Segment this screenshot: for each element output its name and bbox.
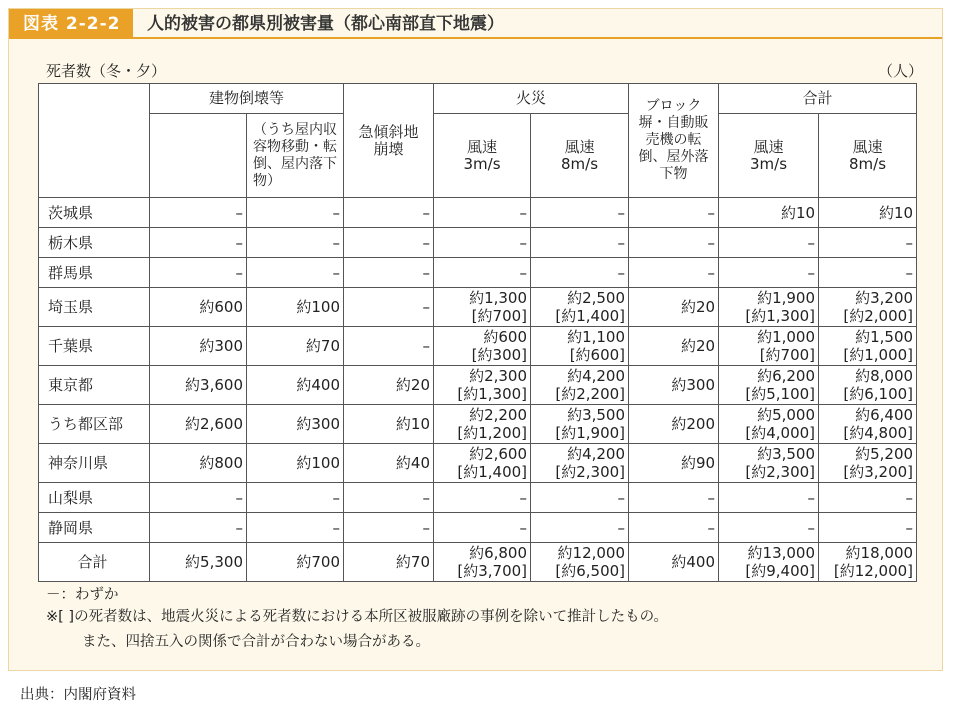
table-cell <box>247 405 344 444</box>
header-total-8ms-text: 風速8m/s <box>849 137 887 173</box>
table-cell <box>247 543 344 582</box>
table-cell <box>344 513 434 543</box>
table-cell <box>719 366 819 405</box>
cell-value: 約1,100 <box>567 328 626 346</box>
cell-value: 約2,300 <box>469 367 528 385</box>
row-label: 千葉県 <box>39 327 150 366</box>
table-cell <box>247 258 344 288</box>
cell-value-bracketed: [約9,400] <box>745 562 816 580</box>
cell-value: 約800 <box>199 454 243 472</box>
cell-value-bracketed: [約6,100] <box>843 385 914 403</box>
table-cell <box>247 513 344 543</box>
row-label: 神奈川県 <box>39 444 150 483</box>
table-cell <box>434 327 531 366</box>
cell-value-bracketed: [約4,000] <box>745 424 816 442</box>
cell-value: 約400 <box>296 376 341 394</box>
table-row <box>39 228 917 258</box>
table-cell <box>819 405 917 444</box>
cell-value: – <box>519 518 528 537</box>
table-cell <box>629 543 719 582</box>
table-cell <box>434 543 531 582</box>
cell-value: – <box>422 203 431 222</box>
cell-value: 約6,400 <box>855 406 914 424</box>
table-cell <box>629 258 719 288</box>
cell-value: – <box>422 298 431 316</box>
cell-value-bracketed: [約1,300] <box>745 307 816 325</box>
table-cell <box>344 483 434 513</box>
cell-value: 約10 <box>395 415 431 433</box>
table-cell <box>629 483 719 513</box>
cell-value: – <box>905 263 914 282</box>
table-cell <box>434 198 531 228</box>
header-building-blank <box>150 114 247 198</box>
cell-value: – <box>707 263 716 282</box>
figure-title: 人的被害の都県別被害量（都心南部直下地震） <box>147 14 504 34</box>
table-row <box>39 198 917 228</box>
table-cell <box>344 258 434 288</box>
cell-value-bracketed: [約4,800] <box>843 424 914 442</box>
cell-value: – <box>617 518 626 537</box>
cell-value: – <box>235 488 243 507</box>
header-rule <box>133 37 942 39</box>
cell-value-bracketed: [約12,000] <box>833 562 914 580</box>
cell-value: 約3,500 <box>757 445 816 463</box>
cell-value: – <box>235 518 243 537</box>
cell-value: 約6,200 <box>757 367 816 385</box>
table-body <box>39 198 917 582</box>
cell-value: 約4,200 <box>567 445 626 463</box>
cell-value: 約200 <box>671 415 716 433</box>
cell-value: 約600 <box>199 298 243 316</box>
row-label: 埼玉県 <box>39 288 150 327</box>
cell-value-bracketed: [約1,000] <box>843 346 914 364</box>
header-total-8ms <box>819 114 917 198</box>
table-cell <box>719 198 819 228</box>
cell-value: 約5,300 <box>185 553 243 571</box>
table-row <box>39 444 917 483</box>
table-cell <box>819 543 917 582</box>
cell-value-bracketed: [約5,100] <box>745 385 816 403</box>
cell-value: – <box>332 233 341 252</box>
table-row <box>39 288 917 327</box>
casualty-table <box>38 83 917 582</box>
cell-value: – <box>235 263 243 282</box>
cell-value: 約2,600 <box>185 415 243 433</box>
table-cell <box>434 483 531 513</box>
cell-value-bracketed: [約3,700] <box>457 562 528 580</box>
cell-value-bracketed: [約1,400] <box>457 463 528 481</box>
table-cell <box>819 444 917 483</box>
cell-value: 約20 <box>680 337 716 355</box>
cell-value: – <box>332 488 341 507</box>
cell-value: 約1,000 <box>757 328 816 346</box>
table-cell <box>629 198 719 228</box>
cell-value: – <box>519 488 528 507</box>
table-cell <box>150 444 247 483</box>
table-cell <box>247 366 344 405</box>
table-cell <box>434 228 531 258</box>
table-cell <box>150 513 247 543</box>
header-block <box>629 84 719 198</box>
cell-value: – <box>707 488 716 507</box>
cell-value: – <box>707 233 716 252</box>
table-cell <box>531 543 629 582</box>
cell-value: 約10 <box>878 203 914 222</box>
cell-value: – <box>707 203 716 222</box>
table-cell <box>344 198 434 228</box>
note-dash: －：わずか <box>46 587 119 603</box>
cell-value: 約12,000 <box>557 544 626 562</box>
table-cell <box>629 405 719 444</box>
cell-value-bracketed: [約1,300] <box>457 385 528 403</box>
source-credit: 出典：内閣府資料 <box>20 687 136 703</box>
cell-value-bracketed: [約6,500] <box>555 562 626 580</box>
corner-header <box>39 84 150 198</box>
table-cell <box>434 258 531 288</box>
table-row <box>39 543 917 582</box>
cell-value: 約5,000 <box>757 406 816 424</box>
table-cell <box>434 513 531 543</box>
row-label: うち都区部 <box>39 405 150 444</box>
cell-value: – <box>807 263 816 282</box>
cell-value-bracketed: [約700] <box>471 307 528 325</box>
cell-value: – <box>905 233 914 252</box>
table-cell <box>531 198 629 228</box>
header-fire-8ms <box>531 114 629 198</box>
table-cell <box>344 366 434 405</box>
table-cell <box>719 258 819 288</box>
cell-value-bracketed: [約2,300] <box>555 463 626 481</box>
table-row <box>39 405 917 444</box>
table-cell <box>247 483 344 513</box>
table-cell <box>344 543 434 582</box>
cell-value: 約300 <box>199 337 243 355</box>
table-cell <box>531 228 629 258</box>
cell-value: 約20 <box>680 298 716 316</box>
cell-value: 約2,200 <box>469 406 528 424</box>
cell-value-bracketed: [約1,900] <box>555 424 626 442</box>
table-row <box>39 483 917 513</box>
cell-value: – <box>332 203 341 222</box>
cell-value-bracketed: [約300] <box>471 346 528 364</box>
row-label: 合計 <box>39 543 150 582</box>
header-fire: 火災 <box>434 84 629 114</box>
cell-value-bracketed: [約3,200] <box>843 463 914 481</box>
header-slope <box>344 84 434 198</box>
cell-value: 約3,500 <box>567 406 626 424</box>
row-label: 東京都 <box>39 366 150 405</box>
table-cell <box>344 444 434 483</box>
table-cell <box>629 444 719 483</box>
cell-value: 約100 <box>296 454 341 472</box>
cell-value: 約3,600 <box>185 376 243 394</box>
cell-value: – <box>617 203 626 222</box>
table-cell <box>247 327 344 366</box>
table-cell <box>719 405 819 444</box>
table-cell <box>531 483 629 513</box>
cell-value: 約8,000 <box>855 367 914 385</box>
cell-value: – <box>422 518 431 537</box>
unit-label: （人） <box>877 62 923 80</box>
table-cell <box>719 288 819 327</box>
cell-value: 約600 <box>483 328 528 346</box>
cell-value: 約20 <box>395 376 431 394</box>
cell-value: 約300 <box>296 415 341 433</box>
cell-value-bracketed: [約600] <box>569 346 626 364</box>
row-label: 栃木県 <box>39 228 150 258</box>
table-cell <box>819 258 917 288</box>
figure-label: 図表 2-2-2 <box>9 9 133 39</box>
row-label: 静岡県 <box>39 513 150 543</box>
cell-value: – <box>905 518 914 537</box>
cell-value-bracketed: [約1,200] <box>457 424 528 442</box>
header-building-sub-text: （うち屋内収容物移動・転倒、屋内落下物） <box>253 121 337 189</box>
cell-value: – <box>422 488 431 507</box>
cell-value: – <box>807 233 816 252</box>
table-cell <box>629 327 719 366</box>
cell-value: – <box>422 337 431 355</box>
note-rounding: また、四捨五入の関係で合計が合わない場合がある。 <box>82 634 430 650</box>
cell-value: – <box>519 233 528 252</box>
table-cell <box>719 543 819 582</box>
table-cell <box>434 288 531 327</box>
table-cell <box>819 513 917 543</box>
header-slope-text: 急傾斜地崩壊 <box>358 122 419 158</box>
table-cell <box>629 288 719 327</box>
table-cell <box>719 327 819 366</box>
table-row <box>39 327 917 366</box>
cell-value: 約1,500 <box>855 328 914 346</box>
table-cell <box>531 513 629 543</box>
cell-value: 約400 <box>671 553 716 571</box>
table-row <box>39 366 917 405</box>
table-cell <box>150 258 247 288</box>
cell-value: – <box>807 518 816 537</box>
table-cell <box>719 228 819 258</box>
table-cell <box>434 444 531 483</box>
table-cell <box>434 405 531 444</box>
table-cell <box>247 444 344 483</box>
table-cell <box>629 228 719 258</box>
note-bracket: ※[ ]の死者数は、地震火災による死者数における本所区被服廠跡の事例を除いて推計したもの。 <box>46 609 668 625</box>
cell-value: – <box>422 233 431 252</box>
table-cell <box>719 483 819 513</box>
cell-value: 約40 <box>395 454 431 472</box>
table-cell <box>434 366 531 405</box>
header-total: 合計 <box>719 84 917 114</box>
table-row <box>39 513 917 543</box>
cell-value: 約1,900 <box>757 289 816 307</box>
cell-value: – <box>905 488 914 507</box>
header-block-text: ブロック塀・自動販売機の転倒、屋外落下物 <box>638 98 709 182</box>
table-row <box>39 258 917 288</box>
table-cell <box>150 288 247 327</box>
cell-value: – <box>519 203 528 222</box>
table-cell <box>344 327 434 366</box>
row-label: 群馬県 <box>39 258 150 288</box>
table-caption: 死者数（冬・夕） <box>46 62 167 80</box>
cell-value: 約5,200 <box>855 445 914 463</box>
cell-value: 約4,200 <box>567 367 626 385</box>
cell-value: 約90 <box>680 454 716 472</box>
header-total-3ms <box>719 114 819 198</box>
table-cell <box>150 327 247 366</box>
cell-value: – <box>807 488 816 507</box>
cell-value: 約2,500 <box>567 289 626 307</box>
table-cell <box>150 198 247 228</box>
row-label: 山梨県 <box>39 483 150 513</box>
table-cell <box>150 483 247 513</box>
header-total-3ms-text: 風速3m/s <box>750 137 788 173</box>
cell-value: – <box>422 263 431 282</box>
table-cell <box>344 405 434 444</box>
table-cell <box>247 288 344 327</box>
table-cell <box>344 288 434 327</box>
table-cell <box>344 228 434 258</box>
cell-value: 約700 <box>296 553 341 571</box>
cell-value: 約100 <box>296 298 341 316</box>
table-cell <box>150 543 247 582</box>
cell-value: – <box>519 263 528 282</box>
table-cell <box>531 258 629 288</box>
table-cell <box>819 483 917 513</box>
table-cell <box>819 198 917 228</box>
table-cell <box>150 366 247 405</box>
header-building-sub <box>247 114 344 198</box>
cell-value: 約300 <box>671 376 716 394</box>
cell-value: 約70 <box>305 337 341 355</box>
cell-value: – <box>617 233 626 252</box>
cell-value: – <box>617 488 626 507</box>
cell-value-bracketed: [約2,300] <box>745 463 816 481</box>
table-cell <box>247 198 344 228</box>
header-fire-8ms-text: 風速8m/s <box>561 137 599 173</box>
table-cell <box>150 228 247 258</box>
table-cell <box>819 327 917 366</box>
cell-value: 約3,200 <box>855 289 914 307</box>
cell-value: – <box>617 263 626 282</box>
table-cell <box>531 327 629 366</box>
cell-value: – <box>235 233 243 252</box>
cell-value: 約1,300 <box>469 289 528 307</box>
cell-value: – <box>235 203 243 222</box>
cell-value-bracketed: [約2,000] <box>843 307 914 325</box>
table-cell <box>531 405 629 444</box>
cell-value: – <box>332 518 341 537</box>
figure-header <box>9 9 942 45</box>
cell-value: 約2,600 <box>469 445 528 463</box>
cell-value: – <box>707 518 716 537</box>
row-label: 茨城県 <box>39 198 150 228</box>
cell-value: 約18,000 <box>845 544 914 562</box>
table-cell <box>531 444 629 483</box>
cell-value: 約70 <box>395 553 431 571</box>
table-cell <box>819 366 917 405</box>
table-cell <box>531 288 629 327</box>
header-building-collapse: 建物倒壊等 <box>150 84 344 114</box>
cell-value: 約13,000 <box>747 544 816 562</box>
table-cell <box>247 228 344 258</box>
table-cell <box>819 288 917 327</box>
cell-value-bracketed: [約700] <box>759 346 816 364</box>
header-fire-3ms <box>434 114 531 198</box>
table-cell <box>531 366 629 405</box>
header-fire-3ms-text: 風速3m/s <box>463 137 501 173</box>
cell-value: 約10 <box>780 203 816 222</box>
cell-value: 約6,800 <box>469 544 528 562</box>
cell-value: – <box>332 263 341 282</box>
table-cell <box>150 405 247 444</box>
cell-value-bracketed: [約1,400] <box>555 307 626 325</box>
table-cell <box>819 228 917 258</box>
table-cell <box>629 513 719 543</box>
table-cell <box>719 444 819 483</box>
cell-value-bracketed: [約2,200] <box>555 385 626 403</box>
table-cell <box>629 366 719 405</box>
table-cell <box>719 513 819 543</box>
